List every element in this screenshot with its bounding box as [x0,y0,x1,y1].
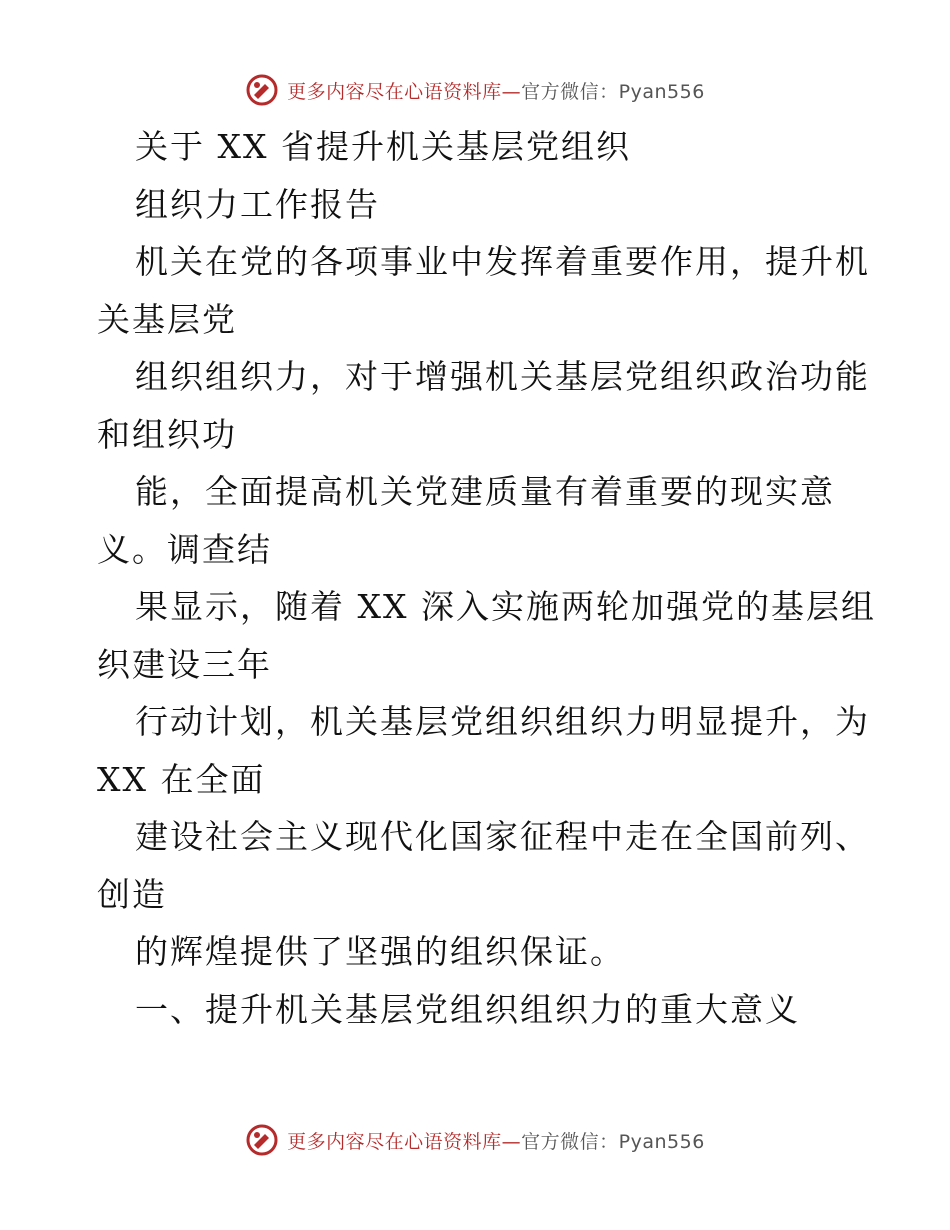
footer-banner [0,1120,950,1160]
doc-line: 组织力工作报告 [135,184,380,224]
seal-logo-icon [245,73,279,107]
banner-text: 更多内容尽在心语资料库—官方微信：Pyan556 [287,1130,705,1153]
doc-line: 建设社会主义现代化国家征程中走在全国前列、 [135,817,870,856]
doc-line: 的辉煌提供了坚强的组织保证。 [135,932,625,971]
doc-line: 能，全面提高机关党建质量有着重要的现实意 [135,472,835,511]
doc-line: 和组织功 [97,414,237,454]
doc-line: 机关在党的各项事业中发挥着重要作用，提升机 [135,242,870,281]
section-heading: 一、提升机关基层党组织组织力的重大意义 [135,989,800,1029]
doc-line: 行动计划，机关基层党组织组织力明显提升，为 [135,702,870,741]
seal-logo-icon [245,1123,279,1157]
doc-line: 关于 XX 省提升机关基层党组织 [135,127,631,166]
header-banner [0,70,950,110]
doc-line: 关基层党 [97,299,237,339]
doc-line: 创造 [97,874,167,914]
doc-line: 织建设三年 [97,644,272,684]
banner-text: 更多内容尽在心语资料库—官方微信：Pyan556 [287,80,705,103]
doc-line: 组织组织力，对于增强机关基层党组织政治功能 [135,357,870,396]
document-body [97,118,876,1038]
doc-line: XX 在全面 [97,759,266,799]
doc-line: 义。调查结 [97,529,272,569]
doc-line: 果显示，随着 XX 深入实施两轮加强党的基层组 [135,587,876,626]
